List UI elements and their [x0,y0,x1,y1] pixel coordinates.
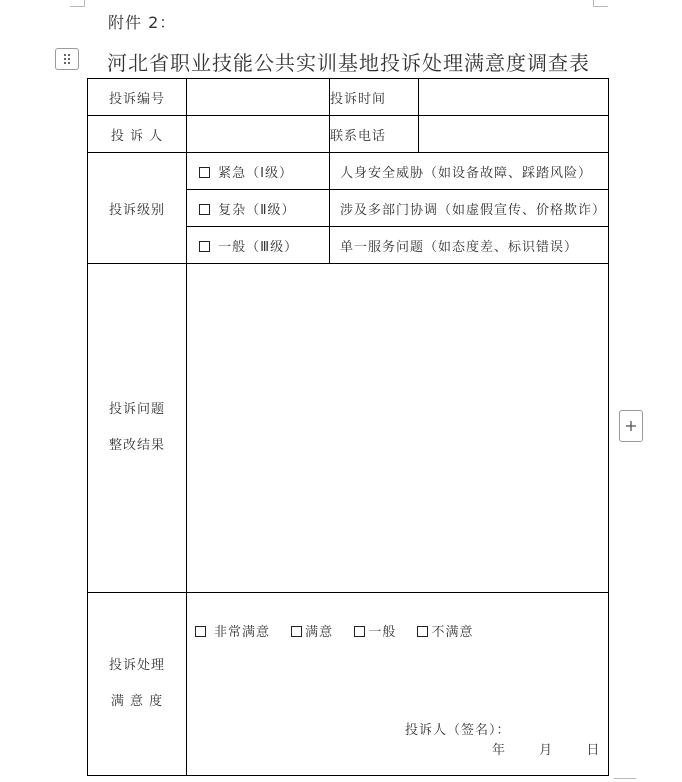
page-corner-mark [614,778,636,782]
page-corner-mark [70,0,85,7]
page-corner-mark [593,0,608,7]
phone-label: 联系电话 [330,116,419,153]
complaint-no-field[interactable] [187,79,330,116]
complaint-time-field[interactable] [419,79,609,116]
satisfaction-label: 投诉处理 满 意 度 [88,593,187,776]
satisfaction-unsatisfied[interactable]: 不满意 [417,625,473,640]
checkbox-icon[interactable] [199,241,210,252]
satisfaction-field [187,593,609,776]
add-row-button[interactable] [619,410,643,442]
table-move-handle[interactable] [55,48,79,70]
level-option-label: 一般（Ⅲ级） [218,239,299,255]
complaint-time-label: 投诉时间 [330,79,419,116]
satisfaction-satisfied[interactable]: 满意 [291,625,333,640]
complaint-no-label: 投诉编号 [88,79,187,116]
satisfaction-options [195,621,489,640]
signature-date [492,739,629,758]
signature-label: 投诉人（签名）： [405,723,511,738]
level-option-complex[interactable] [187,190,330,227]
checkbox-icon[interactable] [354,626,365,637]
checkbox-icon[interactable] [199,204,210,215]
checkbox-icon[interactable] [417,626,428,637]
level-desc-complex: 涉及多部门协调（如虚假宣传、价格欺诈） [330,190,609,227]
checkbox-icon[interactable] [195,626,206,637]
complainant-label: 投 诉 人 [88,116,187,153]
level-desc-urgent: 人身安全威胁（如设备故障、踩踏风险） [330,153,609,190]
rectify-label: 投诉问题 整改结果 [88,264,187,593]
attachment-label: 附件 2： [108,13,177,32]
drag-handle-icon [63,53,71,65]
rectify-result-field[interactable] [187,264,609,593]
satisfaction-neutral[interactable]: 一般 [354,625,396,640]
level-option-urgent[interactable] [187,153,330,190]
date-month: 月 [539,743,553,758]
phone-field[interactable] [419,116,609,153]
level-option-label: 复杂（Ⅱ级） [218,202,296,218]
satisfaction-very-satisfied[interactable]: 非常满意 [195,625,270,640]
checkbox-icon[interactable] [199,167,210,178]
checkbox-icon[interactable] [291,626,302,637]
level-option-general[interactable] [187,227,330,264]
form-title: 河北省职业技能公共实训基地投诉处理满意度调查表 [107,51,590,75]
level-label: 投诉级别 [88,153,187,264]
complainant-field[interactable] [187,116,330,153]
level-desc-general: 单一服务问题（如态度差、标识错误） [330,227,609,264]
date-year: 年 [492,743,506,758]
complaint-form-table [87,78,609,776]
plus-icon [625,420,637,432]
level-option-label: 紧急（Ⅰ级） [218,165,293,181]
date-day: 日 [586,743,600,758]
